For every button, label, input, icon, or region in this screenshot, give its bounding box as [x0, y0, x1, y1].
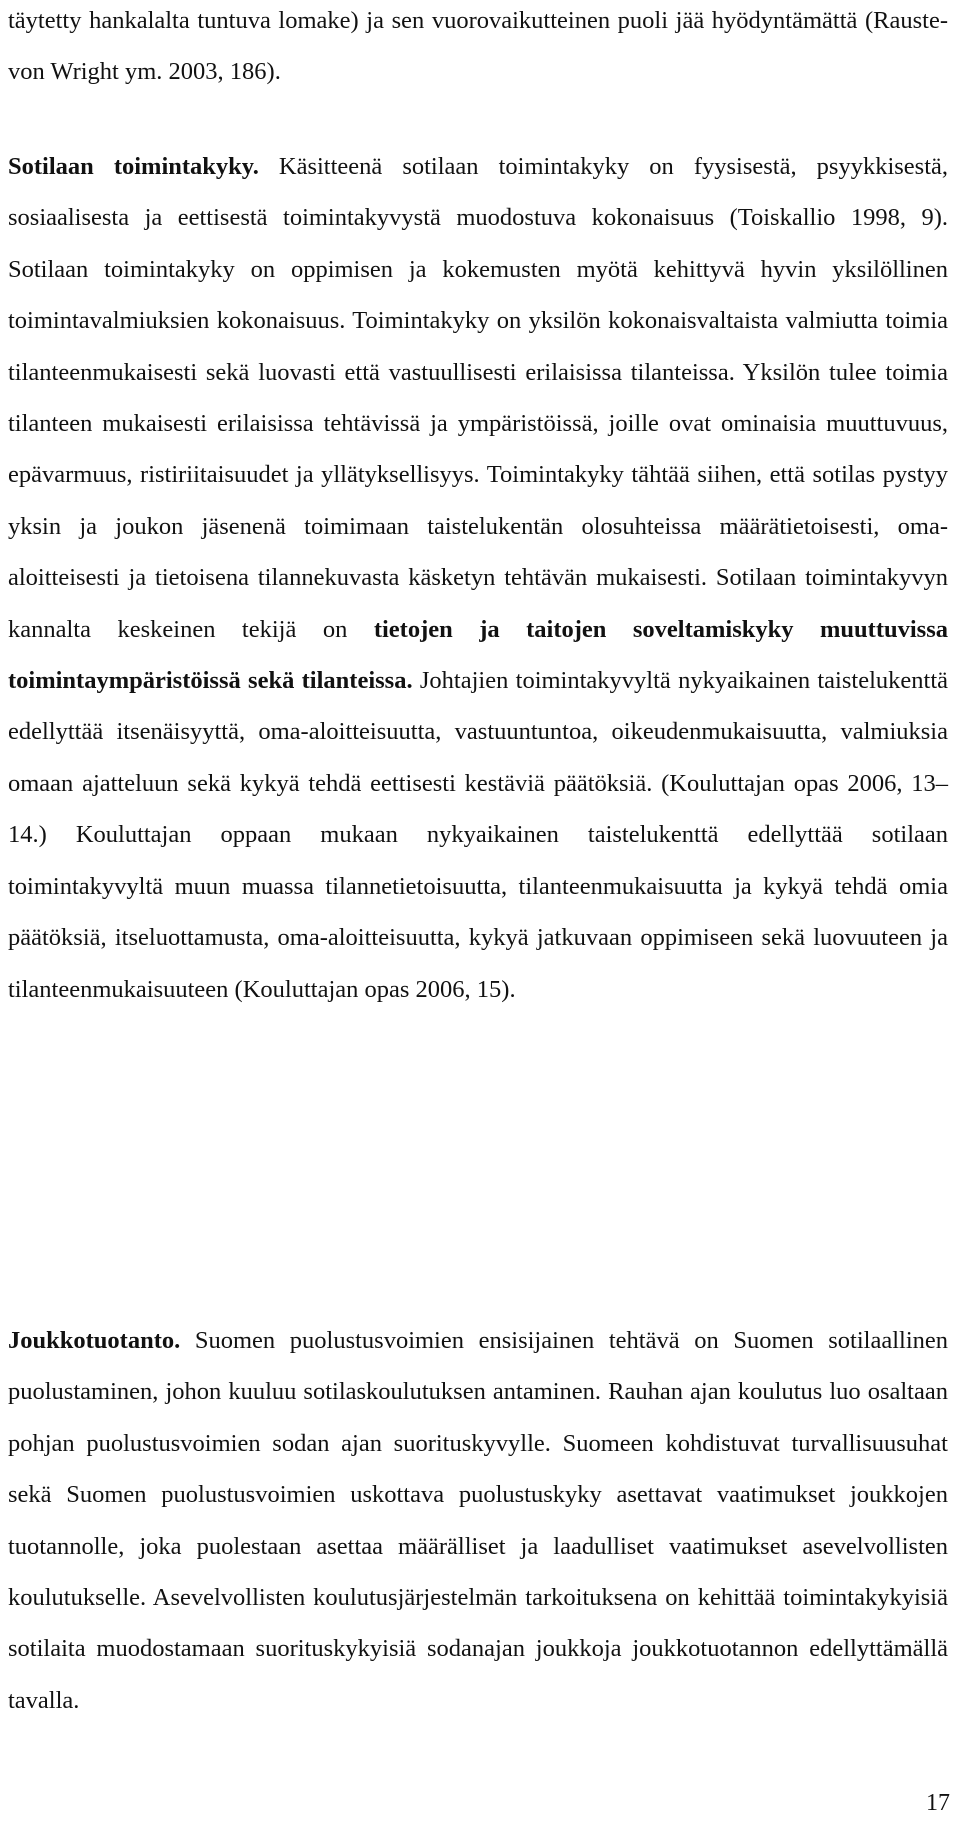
intro-text: täytetty hankalalta tuntuva lomake) ja sen vuorovaikutteinen puoli jää hyödyntämättä (Rauste-von Wright ym. 2003, 186).: [8, 7, 948, 86]
soldier-capability-paragraph: [8, 141, 948, 1015]
troop-production-text: Suomen puolustusvoimien ensisijainen tehtävä on Suomen sotilaallinen puolustaminen, johon kuuluu sotilaskoulutuksen antaminen. Rauhan ajan koulutus luo osaltaan pohjan puolustusvoimien sodan ajan suorituskyvylle. Suomeen kohdistuvat turvallisuusuhat sekä Suomen puolustusvoimien uskottava puolustuskyky asettavat vaatimukset joukkojen tuotannolle, joka puolestaan asettaa määrälliset ja laadulliset vaatimukset asevelvollisten koulutukselle. Asevelvollisten koulutusjärjestelmän tarkoituksena on kehittää toimintakykyisiä sotilaita muodostamaan suorituskykyisiä sodanajan joukkoja joukkotuotannon edellyttämällä tavalla.: [8, 1327, 948, 1714]
troop-production-heading: Joukkotuotanto.: [8, 1327, 181, 1354]
troop-production-paragraph: [8, 1315, 948, 1726]
soldier-capability-heading: Sotilaan toimintakyky.: [8, 153, 259, 180]
soldier-capability-emphasis: tietojen ja taitojen soveltamiskyky muuttuvissa toimintaympäristöissä sekä tilanteissa.: [8, 615, 948, 695]
soldier-capability-text-1: Käsitteenä sotilaan toimintakyky on fyysisestä, psyykkisestä, sosiaalisesta ja eettisestä toimintakyvystä muodostuva kokonaisuus (Toiskallio 1998, 9). Sotilaan toimintakyky on oppimisen ja kokemusten myötä kehittyvä hyvin yksilöllinen toimintavalmiuksien kokonaisuus. Toimintakyky on yksilön kokonaisvaltaista valmiutta toimia tilanteenmukaisesti sekä luovasti että vastuullisesti erilaisissa tilanteissa. Yksilön tulee toimia tilanteen mukaisesti erilaisissa tehtävissä ja ympäristöissä, joille ovat ominaisia muuttuvuus, epävarmuus, ristiriitaisuudet ja yllätyksellisyys. Toimintakyky tähtää siihen, että sotilas pystyy yksin ja joukon jäsenenä toimimaan taistelukentän olosuhteissa määrätietoisesti, oma-aloitteisesti ja tietoisena tilannekuvasta käsketyn tehtävän mukaisesti. Sotilaan toimintakyvyn kannalta keskeinen tekijä on: [8, 153, 948, 643]
soldier-capability-text-2: Johtajien toimintakyvyltä nykyaikainen taistelukenttä edellyttää itsenäisyyttä, oma-aloitteisuutta, vastuuntuntoa, oikeudenmukaisuutta, valmiuksia omaan ajatteluun sekä kykyä tehdä eettisesti kestäviä päätöksiä. (Kouluttajan opas 2006, 13–14.) Kouluttajan oppaan mukaan nykyaikainen taistelukenttä edellyttää sotilaan toimintakyvyltä muun muassa tilannetietoisuutta, tilanteenmukaisuutta ja kykyä tehdä omia päätöksiä, itseluottamusta, oma-aloitteisuutta, kykyä jatkuvaan oppimiseen sekä luovuuteen ja tilanteenmukaisuuteen (Kouluttajan opas 2006, 15).: [8, 667, 948, 1003]
intro-paragraph: [8, 0, 948, 98]
page-number: 17: [926, 1790, 950, 1816]
